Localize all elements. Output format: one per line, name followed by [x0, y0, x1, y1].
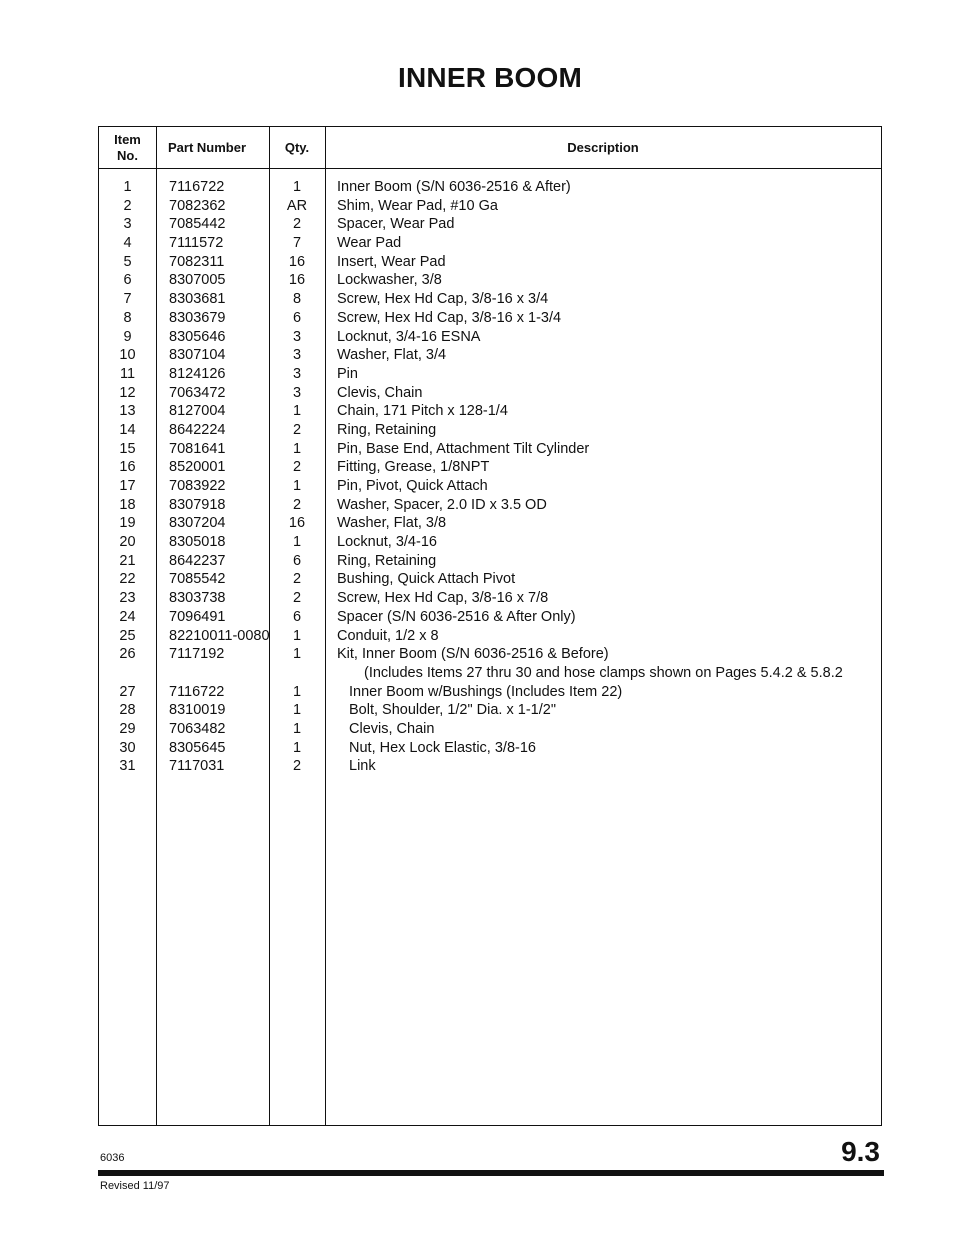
quantity: 2	[292, 571, 302, 588]
item-number: 27	[119, 683, 136, 700]
part-number: 8303679	[169, 309, 226, 326]
part-number: 8307104	[169, 347, 226, 364]
item-number: 29	[119, 720, 136, 737]
description: Locknut, 3/4-16 ESNA	[337, 328, 481, 345]
part-number: 8307204	[169, 515, 226, 532]
table-row	[99, 477, 881, 496]
item-number: 14	[119, 421, 136, 438]
header-item-no-label: Item No.	[114, 131, 141, 163]
model-code: 6036	[100, 1152, 125, 1164]
part-number: 8642237	[169, 552, 226, 569]
part-number: 82210011-0080	[169, 627, 270, 644]
table-row	[99, 365, 881, 384]
table-row	[99, 253, 881, 272]
item-number: 24	[119, 608, 136, 625]
part-number: 7063482	[169, 720, 226, 737]
quantity: 2	[292, 216, 302, 233]
table-row	[99, 234, 881, 253]
table-row	[99, 720, 881, 739]
part-number: 8520001	[169, 459, 226, 476]
quantity: 2	[292, 758, 302, 775]
table-row	[99, 421, 881, 440]
description: Ring, Retaining	[337, 552, 437, 569]
description: Ring, Retaining	[337, 421, 437, 438]
part-number: 7111572	[169, 235, 224, 252]
item-number: 4	[123, 235, 132, 252]
quantity: 1	[292, 739, 302, 756]
item-number: 20	[119, 534, 136, 551]
page-number: 9.3	[841, 1136, 880, 1167]
table-row	[99, 570, 881, 589]
description: Spacer, Wear Pad	[337, 216, 455, 233]
quantity: 1	[292, 534, 302, 551]
item-number: 30	[119, 739, 136, 756]
quantity: 2	[292, 496, 302, 513]
part-number: 8310019	[169, 702, 226, 719]
table-row	[99, 178, 881, 197]
part-number: 7081641	[169, 440, 226, 457]
table-row	[99, 608, 881, 627]
quantity: 6	[292, 552, 302, 569]
table-row	[99, 290, 881, 309]
description: Nut, Hex Lock Elastic, 3/8-16	[349, 739, 536, 756]
description: Conduit, 1/2 x 8	[337, 627, 439, 644]
quantity: 2	[292, 459, 302, 476]
quantity: 1	[292, 478, 302, 494]
description: Shim, Wear Pad, #10 Ga	[337, 197, 498, 214]
table-row	[99, 328, 881, 347]
item-number: 9	[123, 328, 132, 345]
part-number: 7085442	[169, 216, 226, 233]
item-number: 18	[119, 496, 136, 513]
part-number: 7116722	[169, 179, 225, 195]
header-item-no	[99, 127, 156, 168]
description: Screw, Hex Hd Cap, 3/8-16 x 7/8	[337, 590, 549, 607]
item-number: 8	[123, 309, 132, 326]
quantity: 6	[292, 309, 302, 326]
item-number: 17	[119, 478, 136, 494]
item-number: 16	[119, 459, 136, 476]
header-part-number: Part Number	[168, 139, 247, 155]
quantity: 8	[292, 291, 302, 308]
item-number: 13	[119, 403, 136, 420]
footer-divider	[98, 1170, 884, 1176]
part-number: 7085542	[169, 571, 226, 588]
item-number: 22	[119, 571, 136, 588]
quantity: 1	[292, 440, 302, 457]
quantity: 2	[292, 421, 302, 438]
description: Insert, Wear Pad	[337, 253, 446, 270]
quantity: 16	[288, 253, 306, 270]
description: Inner Boom w/Bushings (Includes Item 22)	[349, 683, 623, 700]
description: Locknut, 3/4-16	[337, 534, 437, 551]
quantity: 3	[292, 328, 302, 345]
part-number: 7116722	[169, 683, 225, 700]
table-row	[99, 346, 881, 365]
quantity: 6	[292, 608, 302, 625]
description: Clevis, Chain	[337, 384, 423, 401]
item-number: 26	[119, 646, 136, 663]
revision-date: Revised 11/97	[100, 1180, 170, 1192]
part-number: 8303738	[169, 590, 226, 607]
description: (Includes Items 27 thru 30 and hose clamps shown on Pages 5.4.2 & 5.8.2	[364, 664, 843, 681]
header-qty: Qty.	[284, 139, 310, 155]
item-number: 6	[123, 272, 132, 289]
part-number: 7063472	[169, 384, 226, 401]
quantity: 1	[292, 179, 302, 195]
item-number: 2	[123, 197, 132, 214]
quantity: 2	[292, 590, 302, 607]
description: Washer, Flat, 3/4	[337, 347, 447, 364]
description: Screw, Hex Hd Cap, 3/8-16 x 1-3/4	[337, 309, 562, 326]
description: Lockwasher, 3/8	[337, 272, 442, 289]
part-number: 8307005	[169, 272, 226, 289]
description: Fitting, Grease, 1/8NPT	[337, 459, 490, 476]
item-number: 5	[123, 253, 132, 270]
item-number: 1	[123, 179, 132, 195]
description: Kit, Inner Boom (S/N 6036-2516 & Before)	[337, 646, 609, 663]
item-number: 19	[119, 515, 136, 532]
part-number: 8303681	[169, 291, 226, 308]
part-number: 8305646	[169, 328, 226, 345]
table-row	[99, 215, 881, 234]
item-number: 23	[119, 590, 136, 607]
part-number: 8124126	[169, 365, 226, 382]
description: Washer, Spacer, 2.0 ID x 3.5 OD	[337, 496, 547, 513]
table-row	[99, 197, 881, 216]
part-number: 7082362	[169, 197, 226, 214]
quantity: AR	[286, 197, 308, 214]
item-number: 31	[119, 758, 136, 775]
parts-table	[98, 126, 882, 1126]
header-description: Description	[567, 139, 639, 155]
header-divider	[99, 168, 881, 169]
quantity: 3	[292, 347, 302, 364]
item-number: 25	[119, 627, 136, 644]
description: Clevis, Chain	[349, 720, 435, 737]
description: Spacer (S/N 6036-2516 & After Only)	[337, 608, 576, 625]
quantity: 16	[288, 272, 306, 289]
part-number: 8127004	[169, 403, 226, 420]
table-row	[99, 402, 881, 421]
page-title: INNER BOOM	[398, 62, 582, 93]
description: Bolt, Shoulder, 1/2" Dia. x 1-1/2"	[349, 702, 556, 719]
part-number: 7082311	[169, 253, 225, 270]
part-number: 8642224	[169, 421, 226, 438]
item-number: 15	[119, 440, 136, 457]
item-number: 3	[123, 216, 132, 233]
table-row	[99, 627, 881, 646]
description: Screw, Hex Hd Cap, 3/8-16 x 3/4	[337, 291, 549, 308]
part-number: 7096491	[169, 608, 226, 625]
quantity: 1	[292, 627, 302, 644]
item-number: 11	[119, 365, 136, 382]
description: Inner Boom (S/N 6036-2516 & After)	[337, 179, 571, 195]
quantity: 1	[292, 646, 302, 663]
table-row	[99, 271, 881, 290]
item-number: 21	[119, 552, 136, 569]
description: Chain, 171 Pitch x 128-1/4	[337, 403, 508, 420]
quantity: 1	[292, 720, 302, 737]
table-row	[99, 514, 881, 533]
table-row	[99, 589, 881, 608]
description: Pin	[337, 365, 358, 382]
table-row	[99, 440, 881, 459]
item-number: 28	[119, 702, 136, 719]
table-row	[99, 664, 881, 683]
quantity: 3	[292, 384, 302, 401]
table-row	[99, 552, 881, 571]
part-number: 8305645	[169, 739, 226, 756]
description: Bushing, Quick Attach Pivot	[337, 571, 516, 588]
table-row	[99, 384, 881, 403]
table-row	[99, 309, 881, 328]
table-body	[99, 178, 881, 776]
item-number: 10	[119, 347, 136, 364]
part-number: 7117031	[169, 758, 225, 775]
table-row	[99, 458, 881, 477]
part-number: 7117192	[169, 646, 225, 663]
part-number: 8305018	[169, 534, 226, 551]
part-number: 7083922	[169, 478, 226, 494]
table-row	[99, 645, 881, 664]
part-number: 8307918	[169, 496, 226, 513]
table-row	[99, 496, 881, 515]
quantity: 7	[292, 235, 302, 252]
table-row	[99, 701, 881, 720]
table-row	[99, 683, 881, 702]
quantity: 1	[292, 702, 302, 719]
quantity: 1	[292, 683, 302, 700]
quantity: 16	[288, 515, 306, 532]
table-row	[99, 739, 881, 758]
item-number: 7	[123, 291, 132, 308]
description: Wear Pad	[337, 235, 402, 252]
description: Pin, Base End, Attachment Tilt Cylinder	[337, 440, 590, 457]
description: Pin, Pivot, Quick Attach	[337, 478, 488, 494]
description: Washer, Flat, 3/8	[337, 515, 447, 532]
item-number: 12	[119, 384, 136, 401]
table-row	[99, 757, 881, 776]
description: Link	[349, 758, 376, 775]
quantity: 3	[292, 365, 302, 382]
quantity: 1	[292, 403, 302, 420]
table-row	[99, 533, 881, 552]
